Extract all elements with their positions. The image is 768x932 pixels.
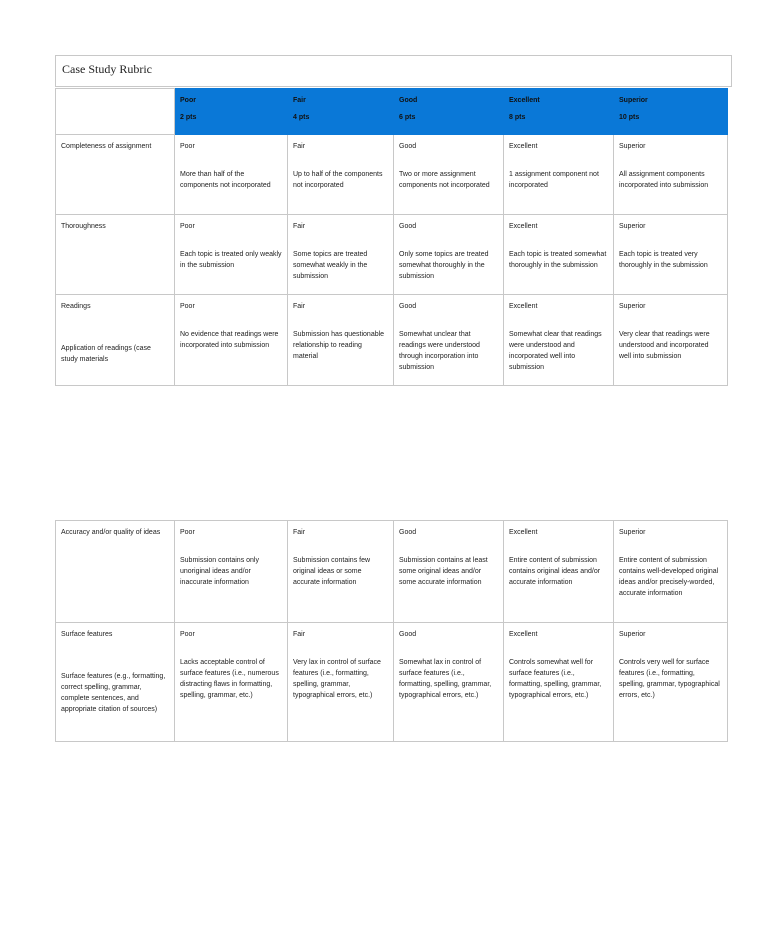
criterion-cell (56, 215, 175, 295)
rating-cell (614, 215, 728, 295)
rating-level: Excellent (509, 303, 538, 310)
criterion-cell (56, 623, 175, 742)
rating-level: Good (399, 303, 417, 310)
rating-description: Submission contains few original ideas or some accurate information (293, 557, 371, 586)
rating-level: Fair (293, 529, 306, 536)
rating-description: Entire content of submission contains well-developed original ideas and/or precisely-worded, accurate information (619, 557, 719, 597)
rating-description: Controls somewhat well for surface features (i.e., formatting, spelling, grammar, typographical errors, etc.) (509, 659, 602, 699)
rating-cell (175, 521, 288, 623)
header-level-excellent (504, 89, 614, 135)
criterion-description: Application of readings (case study materials (61, 345, 151, 363)
rating-level: Fair (293, 143, 306, 150)
rating-description: Each topic is treated only weakly in the submission (180, 251, 282, 269)
table-row (56, 215, 728, 295)
level-name: Good (399, 97, 418, 104)
rating-cell (504, 521, 614, 623)
rating-description: All assignment components incorporated into submission (619, 171, 709, 189)
rating-description: More than half of the components not incorporated (180, 171, 271, 189)
rating-cell (288, 215, 394, 295)
rating-level: Superior (619, 143, 646, 150)
rating-cell (394, 521, 504, 623)
rating-level: Good (399, 143, 417, 150)
rating-description: Somewhat lax in control of surface features (i.e., formatting, spelling, grammar, typographical errors, etc.) (399, 659, 492, 699)
rating-cell (175, 135, 288, 215)
table-row (56, 521, 728, 623)
criterion-name: Surface features (61, 631, 113, 638)
rating-description: Somewhat unclear that readings were understood through incorporation into submission (399, 331, 480, 371)
criterion-name: Readings (61, 303, 91, 310)
rating-cell (614, 135, 728, 215)
rating-cell (504, 215, 614, 295)
rating-level: Superior (619, 529, 646, 536)
rating-level: Poor (180, 303, 195, 310)
rating-description: Lacks acceptable control of surface features (i.e., numerous distracting flaws in formatting, spelling, grammar, etc.) (180, 659, 279, 699)
rating-level: Excellent (509, 143, 538, 150)
rating-level: Superior (619, 631, 646, 638)
rating-cell (288, 623, 394, 742)
rating-level: Excellent (509, 223, 538, 230)
header-level-superior (614, 89, 728, 135)
criterion-name: Accuracy and/or quality of ideas (61, 529, 161, 536)
rating-description: Only some topics are treated somewhat thoroughly in the submission (399, 251, 489, 280)
header-blank-cell (56, 89, 175, 135)
rating-description: 1 assignment component not incorporated (509, 171, 599, 189)
rating-level: Poor (180, 529, 195, 536)
level-points: 2 pts (180, 114, 197, 121)
level-points: 8 pts (509, 114, 526, 121)
table-row (56, 295, 728, 386)
rating-description: Very lax in control of surface features (i.e., formatting, spelling, grammar, typographical errors, etc.) (293, 659, 381, 699)
rating-description: No evidence that readings were incorporated into submission (180, 331, 279, 349)
rating-description: Controls very well for surface features (i.e., formatting, spelling, grammar, typographical errors, etc.) (619, 659, 720, 699)
rating-description: Some topics are treated somewhat weakly in the submission (293, 251, 368, 280)
rating-cell (394, 623, 504, 742)
criterion-name: Thoroughness (61, 223, 106, 230)
criterion-description: Surface features (e.g., formatting, correct spelling, grammar, complete sentences, and appropriate citation of sources) (61, 673, 166, 713)
criterion-cell (56, 135, 175, 215)
rating-cell (614, 623, 728, 742)
rating-description: Submission contains at least some original ideas and/or some accurate information (399, 557, 488, 586)
rating-cell (614, 521, 728, 623)
rating-cell (614, 295, 728, 386)
level-name: Excellent (509, 97, 540, 104)
rating-cell (394, 215, 504, 295)
rating-description: Submission contains only unoriginal ideas and/or inaccurate information (180, 557, 259, 586)
rating-level: Good (399, 529, 417, 536)
rating-description: Very clear that readings were understood and incorporated well into submission (619, 331, 710, 360)
table-row (56, 135, 728, 215)
rating-cell (504, 623, 614, 742)
criterion-cell (56, 521, 175, 623)
rating-description: Each topic is treated very thoroughly in the submission (619, 251, 708, 269)
rubric-title: Case Study Rubric (62, 62, 152, 76)
rating-description: Two or more assignment components not incorporated (399, 171, 490, 189)
rating-level: Fair (293, 631, 306, 638)
rating-description: Submission has questionable relationship to reading material (293, 331, 385, 360)
criterion-name: Completeness of assignment (61, 143, 152, 150)
header-level-poor (175, 89, 288, 135)
rating-cell (288, 521, 394, 623)
rating-cell (288, 135, 394, 215)
rating-description: Entire content of submission contains original ideas and/or accurate information (509, 557, 601, 586)
rating-cell (394, 135, 504, 215)
rating-level: Superior (619, 223, 646, 230)
criterion-cell (56, 295, 175, 386)
rating-cell (175, 215, 288, 295)
rubric-title-box (55, 55, 732, 87)
rating-description: Up to half of the components not incorporated (293, 171, 383, 189)
level-points: 4 pts (293, 114, 310, 121)
header-row (56, 89, 728, 135)
rating-cell (504, 295, 614, 386)
rubric-table-2 (55, 520, 728, 742)
rating-level: Excellent (509, 529, 538, 536)
rating-level: Excellent (509, 631, 538, 638)
level-name: Fair (293, 97, 306, 104)
rating-level: Fair (293, 303, 306, 310)
rubric-table-1 (55, 88, 728, 386)
rating-level: Good (399, 223, 417, 230)
rating-description: Each topic is treated somewhat thoroughly in the submission (509, 251, 607, 269)
rating-cell (175, 623, 288, 742)
rating-cell (504, 135, 614, 215)
rating-level: Poor (180, 223, 195, 230)
rating-cell (288, 295, 394, 386)
level-name: Superior (619, 97, 648, 104)
header-level-good (394, 89, 504, 135)
level-name: Poor (180, 97, 196, 104)
rating-description: Somewhat clear that readings were understood and incorporated well into submission (509, 331, 602, 371)
table-row (56, 623, 728, 742)
level-points: 10 pts (619, 114, 640, 121)
rating-level: Superior (619, 303, 646, 310)
rating-level: Poor (180, 143, 195, 150)
rating-level: Good (399, 631, 417, 638)
header-level-fair (288, 89, 394, 135)
rating-level: Poor (180, 631, 195, 638)
rating-cell (394, 295, 504, 386)
level-points: 6 pts (399, 114, 416, 121)
rating-cell (175, 295, 288, 386)
rating-level: Fair (293, 223, 306, 230)
